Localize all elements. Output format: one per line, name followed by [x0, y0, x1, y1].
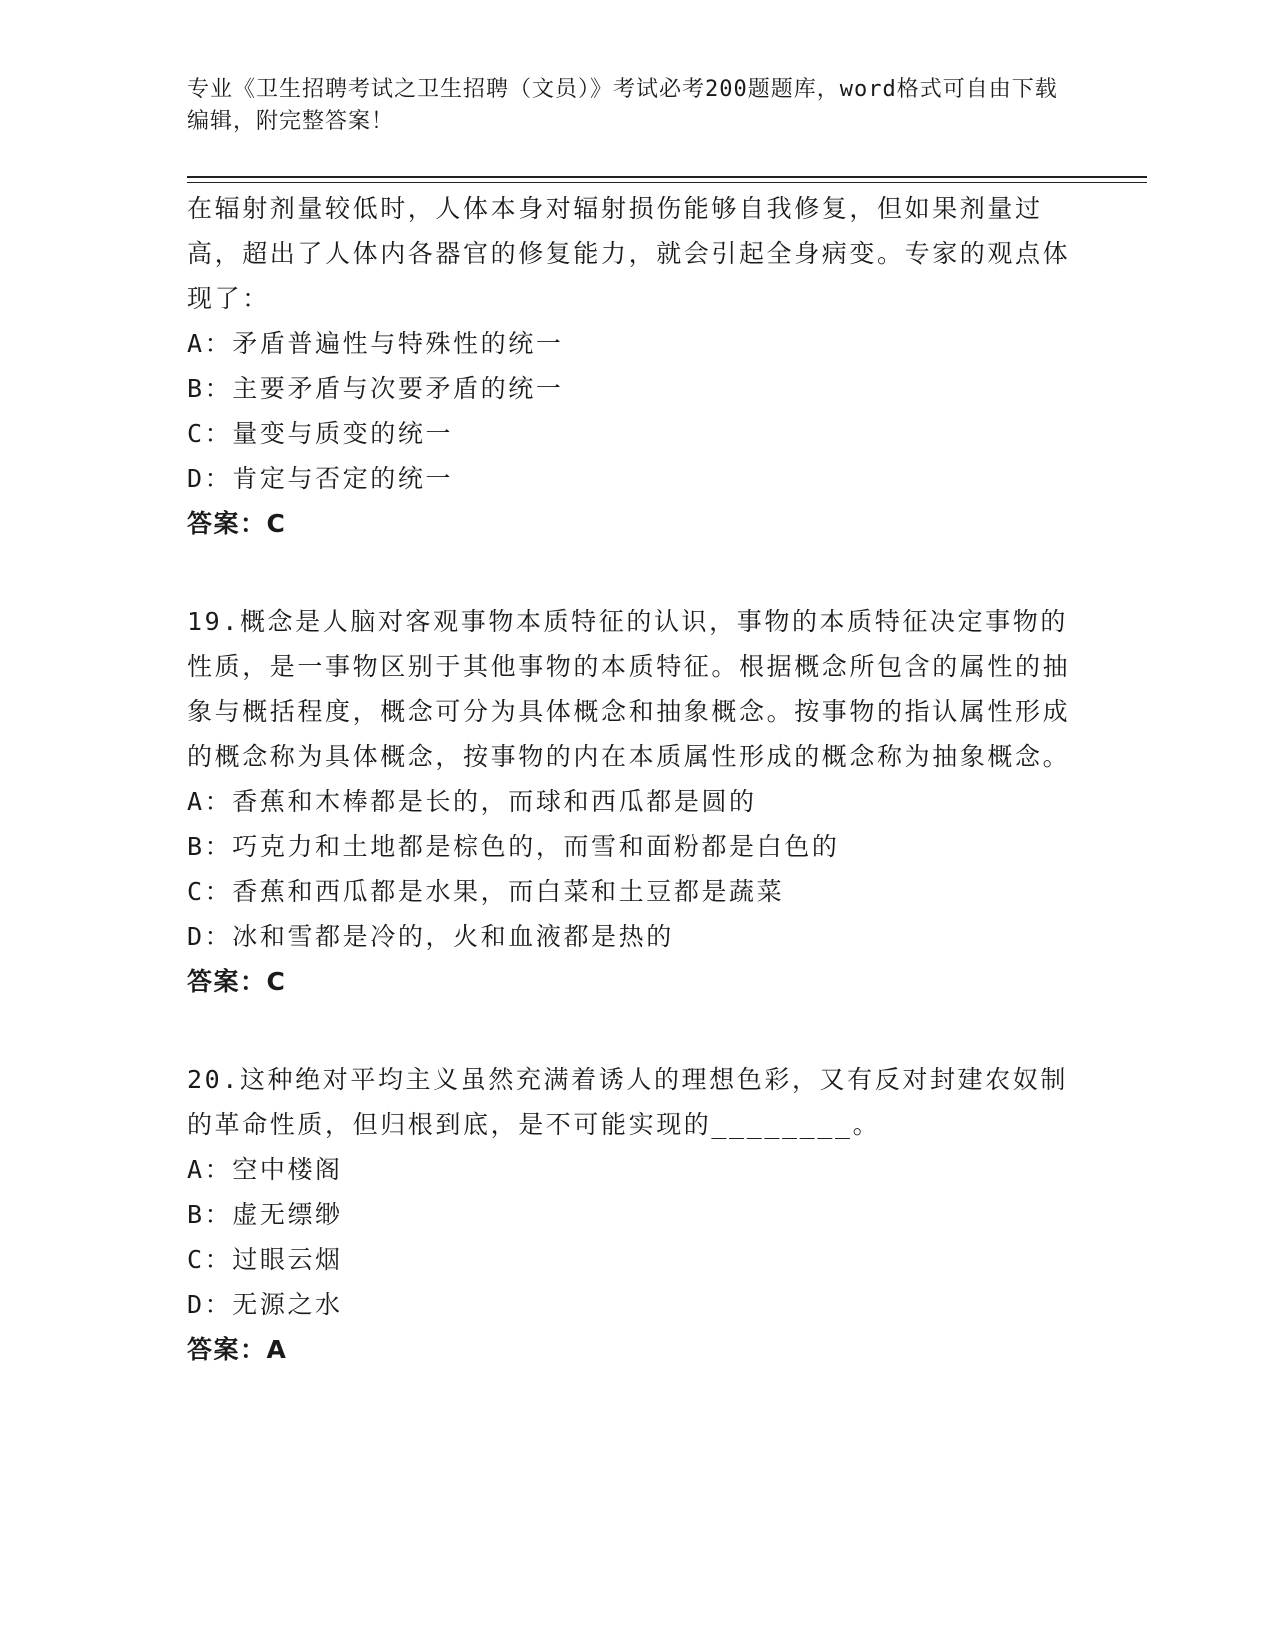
- option-d: D：肯定与否定的统一: [187, 464, 454, 493]
- answer-line: 答案：C: [187, 509, 287, 538]
- header-divider-thick: [187, 176, 1147, 178]
- answer-line: 答案：C: [187, 967, 287, 996]
- document-header: 专业《卫生招聘考试之卫生招聘（文员）》考试必考200题题库，word格式可自由下载编辑，附完整答案！: [187, 77, 1058, 134]
- option-a: A：矛盾普遍性与特殊性的统一: [187, 329, 564, 358]
- option-a: A：空中楼阁: [187, 1155, 343, 1184]
- question-stem: 19.概念是人脑对客观事物本质特征的认识，事物的本质特征决定事物的性质，是一事物区别于其他事物的本质特征。根据概念所包含的属性的抽象与概括程度，概念可分为具体概念和抽象概念。按事物的指认属性形成的概念称为具体概念，按事物的内在本质属性形成的概念称为抽象概念。: [187, 607, 1071, 771]
- option-b: B：虚无缥缈: [187, 1200, 343, 1229]
- option-c: C：过眼云烟: [187, 1245, 343, 1274]
- answer-line: 答案：A: [187, 1335, 288, 1364]
- option-c: C：香蕉和西瓜都是水果，而白菜和土豆都是蔬菜: [187, 877, 785, 906]
- question-block: [187, 599, 1077, 1004]
- question-block: [187, 186, 1077, 546]
- option-d: D：无源之水: [187, 1290, 343, 1319]
- option-c: C：量变与质变的统一: [187, 419, 454, 448]
- header-divider-thin: [187, 182, 1147, 183]
- question-list: [187, 186, 1077, 1372]
- option-b: B：主要矛盾与次要矛盾的统一: [187, 374, 564, 403]
- option-b: B：巧克力和土地都是棕色的，而雪和面粉都是白色的: [187, 832, 840, 861]
- option-d: D：冰和雪都是冷的，火和血液都是热的: [187, 922, 674, 951]
- question-stem: 在辐射剂量较低时，人体本身对辐射损伤能够自我修复，但如果剂量过高，超出了人体内各器官的修复能力，就会引起全身病变。专家的观点体现了：: [187, 194, 1071, 313]
- question-stem: 20.这种绝对平均主义虽然充满着诱人的理想色彩，又有反对封建农奴制的革命性质，但归根到底，是不可能实现的________。: [187, 1065, 1068, 1139]
- option-a: A：香蕉和木棒都是长的，而球和西瓜都是圆的: [187, 787, 757, 816]
- question-block: [187, 1057, 1077, 1372]
